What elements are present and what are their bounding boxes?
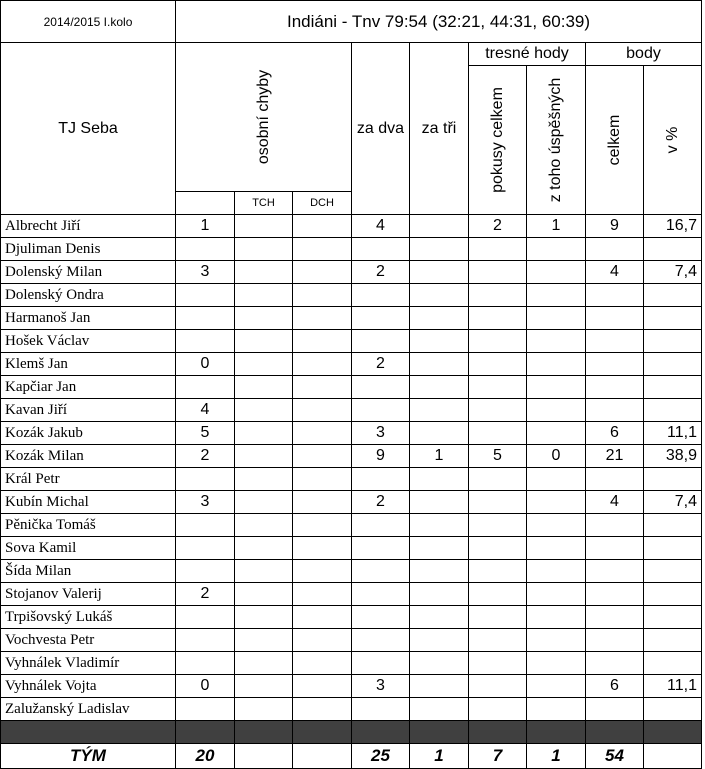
tch-cell — [235, 399, 293, 422]
dch-cell — [293, 215, 352, 238]
ft-made-cell — [527, 422, 586, 445]
player-name: Hošek Václav — [1, 330, 176, 353]
dch-header: DCH — [293, 192, 352, 215]
points-pct-cell: 38,9 — [644, 445, 702, 468]
points-cell: 4 — [586, 491, 644, 514]
player-name: Dolenský Ondra — [1, 284, 176, 307]
separator-cell — [644, 721, 702, 744]
points-pct-cell: 16,7 — [644, 215, 702, 238]
points-pct-cell — [644, 583, 702, 606]
ft-made-cell — [527, 491, 586, 514]
fouls-cell: 3 — [176, 491, 235, 514]
player-name: Sova Kamil — [1, 537, 176, 560]
table-row — [1, 215, 702, 238]
dch-cell — [293, 445, 352, 468]
dch-cell — [293, 606, 352, 629]
player-name: Kavan Jiří — [1, 399, 176, 422]
tch-cell — [235, 491, 293, 514]
dch-cell — [293, 307, 352, 330]
two-pt-cell — [352, 652, 410, 675]
ft-made-cell: 0 — [527, 445, 586, 468]
ft-made-cell — [527, 376, 586, 399]
points-pct-cell — [644, 629, 702, 652]
table-row — [1, 583, 702, 606]
table-row — [1, 468, 702, 491]
ft-attempts-cell — [469, 330, 527, 353]
three-pt-cell — [410, 215, 469, 238]
ft-made-cell — [527, 698, 586, 721]
points-total-header: celkem — [586, 66, 644, 215]
table-row — [1, 675, 702, 698]
points-cell — [586, 629, 644, 652]
three-pt-cell — [410, 698, 469, 721]
ft-attempts-cell — [469, 537, 527, 560]
dch-cell — [293, 330, 352, 353]
player-name: Šída Milan — [1, 560, 176, 583]
two-pt-cell: 3 — [352, 422, 410, 445]
dch-cell — [293, 537, 352, 560]
points-pct-cell — [644, 514, 702, 537]
ft-attempts-cell: 5 — [469, 445, 527, 468]
fouls-header: osobní chyby — [176, 43, 352, 192]
tch-cell — [235, 537, 293, 560]
three-pt-cell — [410, 629, 469, 652]
tch-cell — [235, 422, 293, 445]
points-cell — [586, 330, 644, 353]
tch-cell — [235, 261, 293, 284]
points-cell — [586, 307, 644, 330]
separator-cell — [235, 721, 293, 744]
fouls-cell — [176, 606, 235, 629]
ft-made-cell — [527, 629, 586, 652]
two-pt-cell: 3 — [352, 675, 410, 698]
table-row — [1, 376, 702, 399]
three-pt-cell — [410, 468, 469, 491]
two-pt-cell — [352, 514, 410, 537]
player-name: Klemš Jan — [1, 353, 176, 376]
two-pt-cell — [352, 629, 410, 652]
table-row — [1, 652, 702, 675]
ft-made-cell — [527, 606, 586, 629]
three-pt-cell — [410, 307, 469, 330]
tch-cell — [235, 606, 293, 629]
points-pct-cell — [644, 307, 702, 330]
player-name: Kapčiar Jan — [1, 376, 176, 399]
player-name: Král Petr — [1, 468, 176, 491]
player-name: Trpišovský Lukáš — [1, 606, 176, 629]
table-row — [1, 284, 702, 307]
player-name: Kozák Milan — [1, 445, 176, 468]
two-pt-cell — [352, 330, 410, 353]
two-pt-cell — [352, 238, 410, 261]
points-cell: 6 — [586, 422, 644, 445]
dch-cell — [293, 422, 352, 445]
points-cell — [586, 652, 644, 675]
points-cell — [586, 698, 644, 721]
two-pt-cell — [352, 698, 410, 721]
two-pt-cell: 9 — [352, 445, 410, 468]
player-name: Harmanoš Jan — [1, 307, 176, 330]
points-cell: 21 — [586, 445, 644, 468]
dch-cell — [293, 560, 352, 583]
fouls-cell — [176, 537, 235, 560]
dch-cell — [293, 698, 352, 721]
fouls-cell: 5 — [176, 422, 235, 445]
two-pt-cell: 2 — [352, 491, 410, 514]
two-pt-cell — [352, 606, 410, 629]
ft-attempts-cell — [469, 238, 527, 261]
ft-made-cell — [527, 261, 586, 284]
two-pt-cell: 4 — [352, 215, 410, 238]
fouls-cell — [176, 698, 235, 721]
separator-cell — [352, 721, 410, 744]
three-pt-cell — [410, 284, 469, 307]
total-tch-cell — [235, 744, 293, 769]
points-pct-cell: 7,4 — [644, 491, 702, 514]
points-pct-cell — [644, 284, 702, 307]
total-two-pt-cell: 25 — [352, 744, 410, 769]
ft-attempts-cell — [469, 652, 527, 675]
ft-made-cell — [527, 560, 586, 583]
ft-attempts-cell — [469, 698, 527, 721]
ft-attempts-cell — [469, 468, 527, 491]
separator-cell — [293, 721, 352, 744]
two-pt-cell — [352, 307, 410, 330]
three-pt-cell — [410, 261, 469, 284]
dch-cell — [293, 399, 352, 422]
table-row — [1, 422, 702, 445]
tch-cell — [235, 215, 293, 238]
points-pct-cell: 11,1 — [644, 422, 702, 445]
total-three-pt-cell: 1 — [410, 744, 469, 769]
player-name: Albrecht Jiří — [1, 215, 176, 238]
three-pt-cell — [410, 399, 469, 422]
tch-cell — [235, 652, 293, 675]
fouls-cell — [176, 560, 235, 583]
ft-attempts-cell — [469, 675, 527, 698]
separator-cell — [176, 721, 235, 744]
ft-made-cell — [527, 583, 586, 606]
ft-made-cell — [527, 284, 586, 307]
two-pt-cell — [352, 376, 410, 399]
three-pt-cell — [410, 353, 469, 376]
player-name: Stojanov Valerij — [1, 583, 176, 606]
points-cell — [586, 376, 644, 399]
ft-made-cell — [527, 652, 586, 675]
points-cell — [586, 560, 644, 583]
three-pt-cell — [410, 376, 469, 399]
tch-cell — [235, 468, 293, 491]
total-points-pct-cell — [644, 744, 702, 769]
points-pct-cell — [644, 330, 702, 353]
points-cell: 9 — [586, 215, 644, 238]
two-pt-cell — [352, 560, 410, 583]
fouls-cell — [176, 514, 235, 537]
fouls-cell — [176, 376, 235, 399]
table-row — [1, 330, 702, 353]
ft-attempts-cell — [469, 399, 527, 422]
tch-cell — [235, 284, 293, 307]
ft-attempts-cell — [469, 284, 527, 307]
total-label: TÝM — [1, 744, 176, 769]
match-result: Indiáni - Tnv 79:54 (32:21, 44:31, 60:39) — [176, 1, 702, 43]
ft-made-cell: 1 — [527, 215, 586, 238]
dch-cell — [293, 629, 352, 652]
table-row — [1, 629, 702, 652]
team-name: TJ Seba — [1, 43, 176, 215]
fouls-cell: 2 — [176, 445, 235, 468]
total-points-cell: 54 — [586, 744, 644, 769]
points-cell — [586, 606, 644, 629]
ft-attempts-cell — [469, 376, 527, 399]
fouls-cell: 0 — [176, 353, 235, 376]
two-header: za dva — [352, 43, 410, 215]
three-pt-cell — [410, 583, 469, 606]
table-row — [1, 698, 702, 721]
table-row — [1, 238, 702, 261]
fouls-cell — [176, 629, 235, 652]
table-row — [1, 491, 702, 514]
fouls-cell — [176, 468, 235, 491]
points-cell — [586, 514, 644, 537]
table-row — [1, 261, 702, 284]
total-fouls-cell: 20 — [176, 744, 235, 769]
points-pct-cell — [644, 399, 702, 422]
two-pt-cell — [352, 537, 410, 560]
two-pt-cell: 2 — [352, 353, 410, 376]
fouls-cell — [176, 652, 235, 675]
total-ft-made-cell: 1 — [527, 744, 586, 769]
player-name: Kozák Jakub — [1, 422, 176, 445]
points-cell — [586, 353, 644, 376]
two-pt-cell — [352, 583, 410, 606]
fouls-cell — [176, 307, 235, 330]
player-name: Dolenský Milan — [1, 261, 176, 284]
tch-cell — [235, 514, 293, 537]
points-pct-cell — [644, 376, 702, 399]
ft-attempts-cell — [469, 583, 527, 606]
points-cell — [586, 537, 644, 560]
table-row — [1, 353, 702, 376]
two-pt-cell — [352, 284, 410, 307]
points-pct-cell: 7,4 — [644, 261, 702, 284]
three-pt-cell — [410, 537, 469, 560]
free-throws-header: tresné hody — [469, 43, 586, 66]
ft-attempts-cell — [469, 491, 527, 514]
fouls-cell: 2 — [176, 583, 235, 606]
tch-header: TCH — [235, 192, 293, 215]
ft-attempts-cell — [469, 261, 527, 284]
dch-cell — [293, 675, 352, 698]
tch-cell — [235, 376, 293, 399]
ft-attempts-cell — [469, 606, 527, 629]
table-row — [1, 307, 702, 330]
points-cell — [586, 468, 644, 491]
separator-cell — [527, 721, 586, 744]
ft-attempts-cell — [469, 353, 527, 376]
player-name: Vyhnálek Vladimír — [1, 652, 176, 675]
dch-cell — [293, 376, 352, 399]
ft-attempts-cell — [469, 307, 527, 330]
fouls-cell: 1 — [176, 215, 235, 238]
three-pt-cell — [410, 491, 469, 514]
points-cell — [586, 399, 644, 422]
ft-made-cell — [527, 675, 586, 698]
tch-cell — [235, 445, 293, 468]
ft-made-cell — [527, 353, 586, 376]
points-pct-cell — [644, 537, 702, 560]
fouls-cell: 4 — [176, 399, 235, 422]
three-pt-cell — [410, 330, 469, 353]
three-pt-cell: 1 — [410, 445, 469, 468]
ft-made-cell — [527, 399, 586, 422]
points-pct-cell — [644, 238, 702, 261]
total-row — [1, 744, 702, 769]
ft-made-header: z toho úspěšných — [527, 66, 586, 215]
dch-cell — [293, 353, 352, 376]
points-pct-header: v % — [644, 66, 702, 215]
tch-cell — [235, 330, 293, 353]
tch-cell — [235, 307, 293, 330]
table-row — [1, 399, 702, 422]
points-pct-cell — [644, 468, 702, 491]
ft-attempts-cell — [469, 629, 527, 652]
points-cell — [586, 583, 644, 606]
season-label: 2014/2015 I.kolo — [1, 1, 176, 43]
player-name: Djuliman Denis — [1, 238, 176, 261]
ft-made-cell — [527, 238, 586, 261]
points-pct-cell — [644, 560, 702, 583]
tch-cell — [235, 698, 293, 721]
two-pt-cell — [352, 468, 410, 491]
ft-attempts-cell — [469, 560, 527, 583]
points-cell: 4 — [586, 261, 644, 284]
fouls-cell — [176, 284, 235, 307]
fouls-cell — [176, 238, 235, 261]
table-row — [1, 445, 702, 468]
table-row — [1, 537, 702, 560]
points-pct-cell — [644, 353, 702, 376]
ft-made-cell — [527, 307, 586, 330]
dch-cell — [293, 284, 352, 307]
three-pt-cell — [410, 652, 469, 675]
dch-cell — [293, 468, 352, 491]
player-name: Vyhnálek Vojta — [1, 675, 176, 698]
total-dch-cell — [293, 744, 352, 769]
tch-cell — [235, 675, 293, 698]
ft-attempts-cell: 2 — [469, 215, 527, 238]
separator-cell — [1, 721, 176, 744]
three-pt-cell — [410, 606, 469, 629]
tch-cell — [235, 353, 293, 376]
ft-attempts-cell — [469, 422, 527, 445]
fouls-cell — [176, 330, 235, 353]
dch-cell — [293, 238, 352, 261]
three-pt-cell — [410, 560, 469, 583]
three-pt-cell — [410, 514, 469, 537]
points-cell: 6 — [586, 675, 644, 698]
dch-cell — [293, 514, 352, 537]
three-pt-cell — [410, 675, 469, 698]
tch-cell — [235, 629, 293, 652]
table-row — [1, 606, 702, 629]
ft-made-cell — [527, 468, 586, 491]
dch-cell — [293, 583, 352, 606]
player-name: Vochvesta Petr — [1, 629, 176, 652]
ft-made-cell — [527, 330, 586, 353]
table-row — [1, 514, 702, 537]
points-pct-cell: 11,1 — [644, 675, 702, 698]
points-pct-cell — [644, 606, 702, 629]
separator-cell — [469, 721, 527, 744]
points-header: body — [586, 43, 702, 66]
tch-cell — [235, 583, 293, 606]
fouls-cell: 3 — [176, 261, 235, 284]
dch-cell — [293, 652, 352, 675]
player-name: Kubín Michal — [1, 491, 176, 514]
ft-made-cell — [527, 514, 586, 537]
three-pt-cell — [410, 238, 469, 261]
dch-cell — [293, 261, 352, 284]
total-ft-attempts-cell: 7 — [469, 744, 527, 769]
points-pct-cell — [644, 698, 702, 721]
dch-cell — [293, 491, 352, 514]
separator-cell — [586, 721, 644, 744]
points-cell — [586, 238, 644, 261]
three-header: za tři — [410, 43, 469, 215]
fouls-sub-blank — [176, 192, 235, 215]
table-row — [1, 560, 702, 583]
two-pt-cell: 2 — [352, 261, 410, 284]
tch-cell — [235, 238, 293, 261]
separator-row — [1, 721, 702, 744]
ft-attempts-cell — [469, 514, 527, 537]
points-pct-cell — [644, 652, 702, 675]
ft-made-cell — [527, 537, 586, 560]
ft-attempts-header: pokusy celkem — [469, 66, 527, 215]
tch-cell — [235, 560, 293, 583]
separator-cell — [410, 721, 469, 744]
player-name: Pěnička Tomáš — [1, 514, 176, 537]
points-cell — [586, 284, 644, 307]
three-pt-cell — [410, 422, 469, 445]
player-name: Zalužanský Ladislav — [1, 698, 176, 721]
fouls-cell: 0 — [176, 675, 235, 698]
two-pt-cell — [352, 399, 410, 422]
